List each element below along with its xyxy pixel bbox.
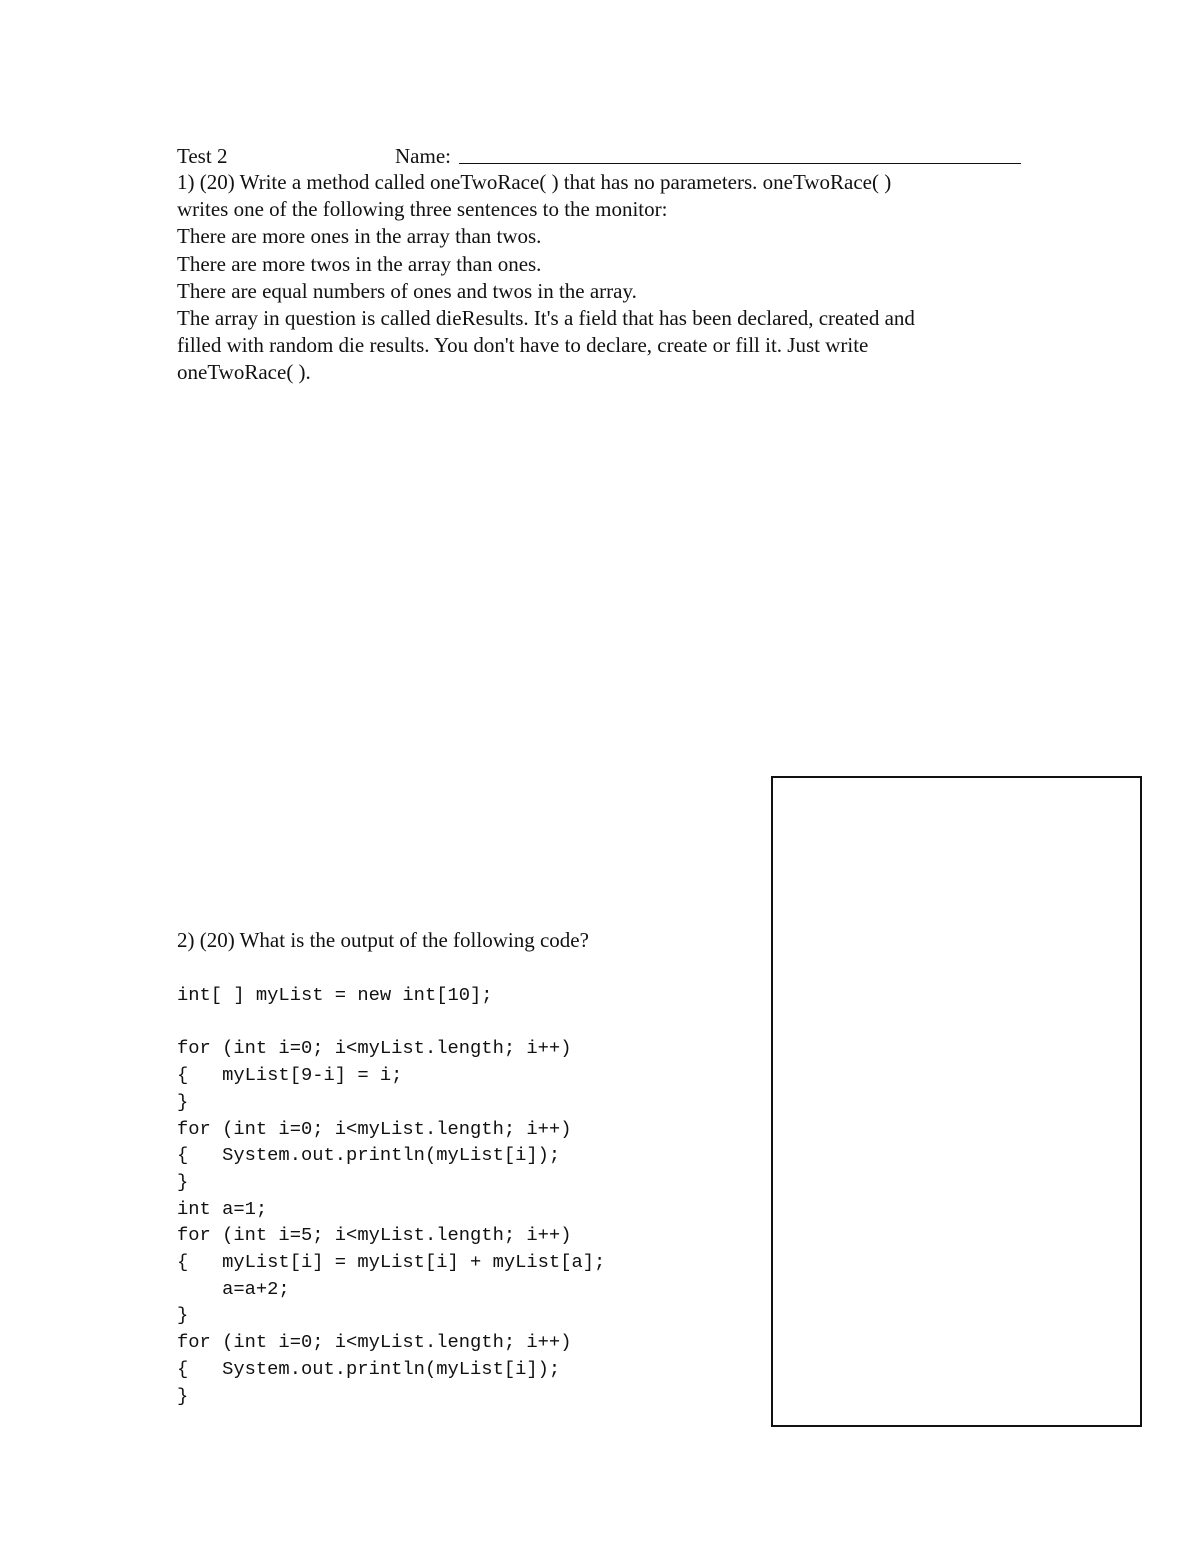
code-line: { myList[9-i] = i; (177, 1064, 403, 1087)
output-answer-box[interactable] (771, 776, 1142, 1427)
code-line: } (177, 1170, 189, 1193)
question-1-line: The array in question is called dieResults. It's a field that has been declared, created and (177, 306, 915, 331)
code-line: for (int i=0; i<myList.length; i++) (177, 1331, 572, 1354)
code-line: { System.out.println(myList[i]); (177, 1357, 561, 1380)
code-line: } (177, 1304, 189, 1327)
question-1-line: There are more twos in the array than ones. (177, 251, 542, 276)
code-line (177, 1009, 605, 1036)
code-line: { System.out.println(myList[i]); (177, 1144, 561, 1167)
name-blank-line[interactable] (459, 163, 1021, 164)
question-1-line: filled with random die results. You don't have to declare, create or fill it. Just write (177, 333, 869, 358)
code-line: a=a+2; (177, 1277, 290, 1300)
code-line: { myList[i] = myList[i] + myList[a]; (177, 1251, 606, 1274)
question-1 (177, 169, 1037, 387)
code-line: } (177, 1384, 189, 1407)
question-1-line: 1) (20) Write a method called oneTwoRace( ) that has no parameters. oneTwoRace( ) (177, 170, 892, 194)
question-2-code (177, 982, 605, 1409)
question-1-line: oneTwoRace( ). (177, 360, 311, 385)
code-line: for (int i=0; i<myList.length; i++) (177, 1037, 572, 1060)
code-line: int[ ] myList = new int[10]; (177, 984, 493, 1006)
code-line: for (int i=5; i<myList.length; i++) (177, 1224, 572, 1247)
question-1-line: There are more ones in the array than twos. (177, 224, 542, 249)
test-title: Test 2 (177, 144, 228, 168)
question-1-line: There are equal numbers of ones and twos in the array. (177, 278, 637, 303)
page-header (177, 142, 1037, 170)
code-line: int a=1; (177, 1197, 268, 1220)
name-label: Name: (395, 144, 451, 168)
code-line: } (177, 1090, 189, 1113)
question-2-prompt: 2) (20) What is the output of the following code? (177, 928, 589, 952)
code-line: for (int i=0; i<myList.length; i++) (177, 1117, 572, 1140)
question-1-line: writes one of the following three sentences to the monitor: (177, 197, 668, 222)
